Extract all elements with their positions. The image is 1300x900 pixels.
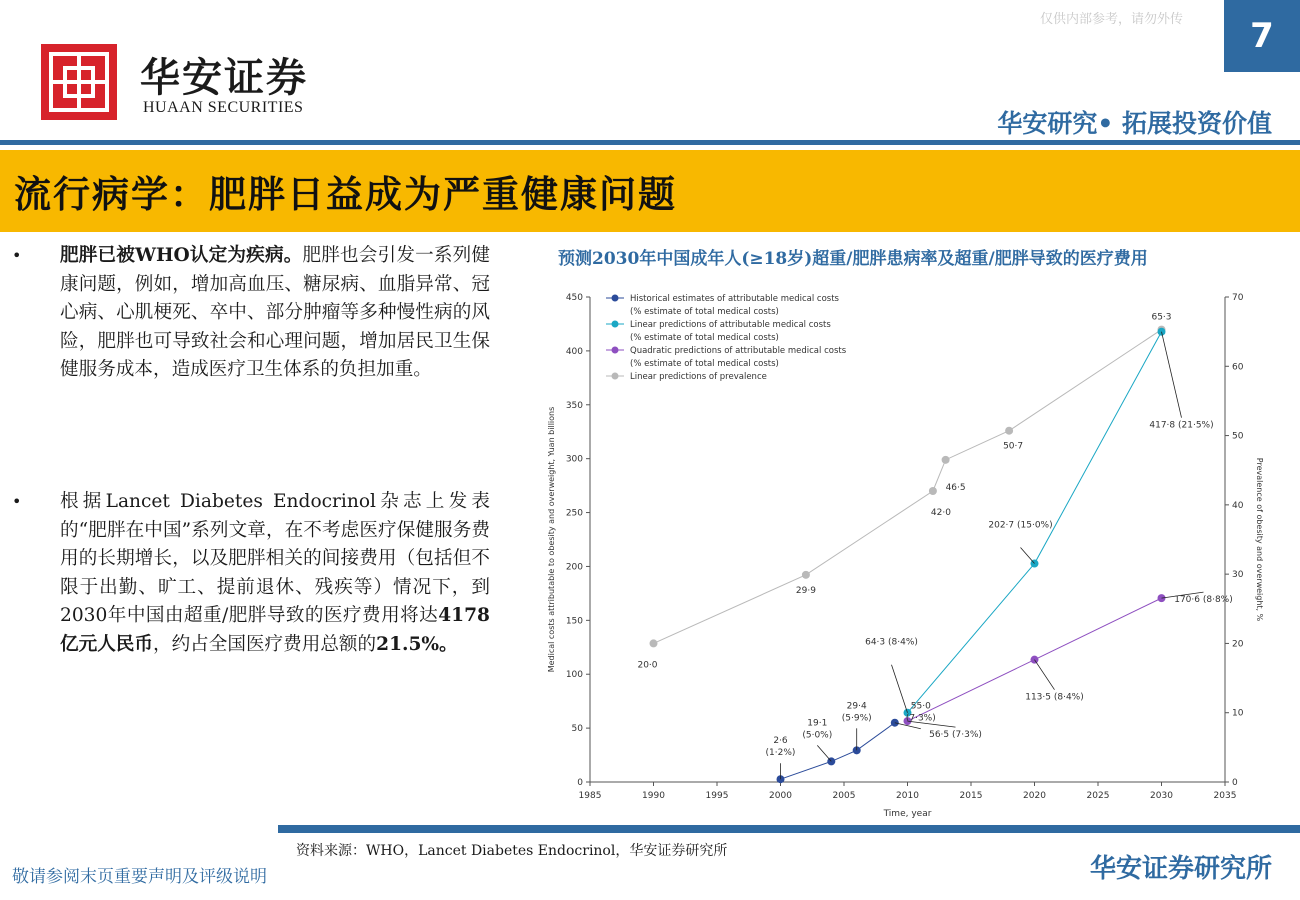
data-label: 170·6 (8·8%)	[1174, 595, 1233, 606]
x-tick-label: 2025	[1086, 791, 1110, 801]
legend-label: Historical estimates of attributable medical costs	[630, 294, 839, 304]
x-tick-label: 2035	[1213, 791, 1237, 801]
label-leader-line	[892, 665, 908, 713]
data-label: (1·2%)	[765, 748, 796, 759]
data-label: 113·5 (8·4%)	[1025, 692, 1084, 703]
paragraph-lancet-costs	[60, 488, 490, 660]
x-tick-label: 2020	[1023, 791, 1046, 801]
x-tick-label: 2030	[1150, 791, 1173, 801]
y-left-tick-label: 450	[565, 293, 583, 303]
data-label: 202·7 (15·0%)	[988, 520, 1053, 531]
legend-label: Quadratic predictions of attributable medical costs	[630, 346, 847, 356]
legend-label: Linear predictions of attributable medical costs	[630, 320, 831, 330]
y-right-tick-label: 40	[1232, 500, 1244, 511]
series-line-0	[781, 723, 895, 779]
footer-divider	[278, 825, 1300, 833]
share-highlight: 21.5%。	[376, 633, 458, 655]
x-axis-label: Time, year	[883, 809, 932, 819]
chart-title: 预测2030年中国成年人(≥18岁)超重/肥胖患病率及超重/肥胖导致的医疗费用	[558, 249, 1148, 269]
data-label: 417·8 (21·5%)	[1149, 420, 1214, 431]
y-right-tick-label: 30	[1232, 570, 1244, 581]
legend-label: (% estimate of total medical costs)	[630, 307, 779, 317]
header-divider	[0, 140, 1300, 145]
x-tick-label: 1990	[642, 791, 665, 801]
legend-label: (% estimate of total medical costs)	[630, 359, 779, 369]
title-bar	[0, 150, 1300, 232]
legend-label: (% estimate of total medical costs)	[630, 333, 779, 343]
y-right-tick-label: 0	[1232, 778, 1238, 788]
y-right-tick-label: 20	[1232, 639, 1244, 650]
y-right-tick-label: 10	[1232, 708, 1244, 719]
y-right-axis-label: Prevalence of obesity and overweight, %	[1255, 457, 1264, 622]
legend-marker	[612, 347, 619, 354]
data-label: 56·5 (7·3%)	[929, 730, 982, 741]
data-label: 20·0	[637, 660, 658, 671]
y-right-tick-label: 50	[1232, 431, 1244, 442]
x-tick-label: 2010	[896, 791, 919, 801]
data-point	[1005, 427, 1013, 435]
y-left-tick-label: 100	[565, 670, 583, 681]
y-left-tick-label: 350	[565, 400, 583, 411]
bullet-marker: •	[12, 492, 22, 511]
x-tick-label: 2005	[832, 791, 856, 801]
watermark-text: 仅供内部参考，请勿外传	[1040, 12, 1184, 27]
paragraph-lead-bold: 肥胖已被WHO认定为疾病。	[60, 245, 303, 266]
y-right-tick-label: 60	[1232, 362, 1244, 373]
paragraph-who-disease	[60, 242, 490, 385]
y-left-tick-label: 300	[565, 454, 583, 465]
source-note: 资料来源：WHO，Lancet Diabetes Endocrinol，华安证券研究所	[296, 843, 728, 859]
medical-cost-chart	[540, 280, 1264, 820]
label-leader-line	[817, 745, 831, 761]
label-leader-line	[1021, 548, 1035, 564]
data-label: (5·0%)	[802, 730, 833, 741]
logo-english-name: HUAAN SECURITIES	[143, 99, 304, 116]
y-left-tick-label: 400	[565, 346, 583, 357]
y-left-tick-label: 0	[577, 778, 583, 788]
data-point	[942, 456, 950, 464]
y-left-tick-label: 200	[565, 562, 583, 573]
data-label: 2·6	[773, 736, 788, 747]
page-number: 7	[1224, 0, 1300, 72]
y-left-tick-label: 50	[571, 724, 583, 735]
x-tick-label: 2015	[959, 791, 983, 801]
y-right-tick-label: 70	[1232, 293, 1244, 303]
label-leader-line	[1035, 660, 1055, 690]
bullet-marker: •	[12, 246, 22, 265]
data-label: 64·3 (8·4%)	[865, 637, 918, 648]
data-point	[929, 487, 937, 495]
label-leader-line	[1162, 332, 1182, 418]
data-point	[802, 571, 810, 579]
y-left-tick-label: 150	[565, 616, 583, 627]
x-tick-label: 2000	[769, 791, 792, 801]
data-point	[650, 639, 658, 647]
x-tick-label: 1985	[578, 791, 602, 801]
cost-highlight: 4178亿元人民币	[60, 605, 490, 655]
data-label: 42·0	[930, 508, 951, 518]
data-label: 29·4	[846, 701, 867, 712]
data-label: 46·5	[945, 482, 966, 493]
data-label: 29·9	[795, 585, 816, 596]
paragraph-text: ，约占全国医疗费用总额的	[152, 633, 377, 655]
legend-marker	[612, 373, 619, 380]
data-label: (5·9%)	[841, 713, 872, 724]
y-left-axis-label: Medical costs attributable to obesity and overweight, Yuan billions	[547, 406, 556, 673]
huaan-logo-icon	[41, 44, 117, 120]
x-tick-label: 1995	[705, 791, 729, 801]
paragraph-text: 肥胖也会引发一系列健康问题，例如，增加高血压、糖尿病、血脂异常、冠心病、心肌梗死、卒中、部分肿瘤等多种慢性病的风险，肥胖也可导致社会和心理问题，增加居民卫生保健服务成本，造成医疗卫生体系的负担加重。	[60, 245, 490, 381]
disclaimer-note: 敬请参阅末页重要声明及评级说明	[12, 867, 267, 887]
data-label: 50·7	[1003, 441, 1024, 452]
data-label: 65·3	[1151, 312, 1172, 323]
paragraph-text: 根据Lancet Diabetes Endocrinol杂志上发表的“肥胖在中国”系列文章，在不考虑医疗保健服务费用的长期增长，以及肥胖相关的间接费用（包括但不限于出勤、旷工、提前退休、残疾等）情况下，到2030年中国由超重/肥胖导致的医疗费用将达	[60, 491, 490, 627]
legend-marker	[612, 295, 619, 302]
footer-brand: 华安证券研究所	[1089, 854, 1272, 884]
data-label: 19·1	[807, 718, 828, 729]
legend-label: Linear predictions of prevalence	[630, 372, 767, 382]
data-label: 55·0	[910, 701, 931, 712]
y-left-tick-label: 250	[565, 508, 583, 519]
data-point	[1158, 328, 1166, 336]
logo-chinese-name: 华安证券	[140, 54, 308, 101]
header-slogan: 华安研究• 拓展投资价值	[997, 109, 1272, 138]
data-label: (7·3%)	[905, 713, 936, 724]
legend-marker	[612, 321, 619, 328]
page-title: 流行病学：肥胖日益成为严重健康问题	[14, 172, 677, 216]
